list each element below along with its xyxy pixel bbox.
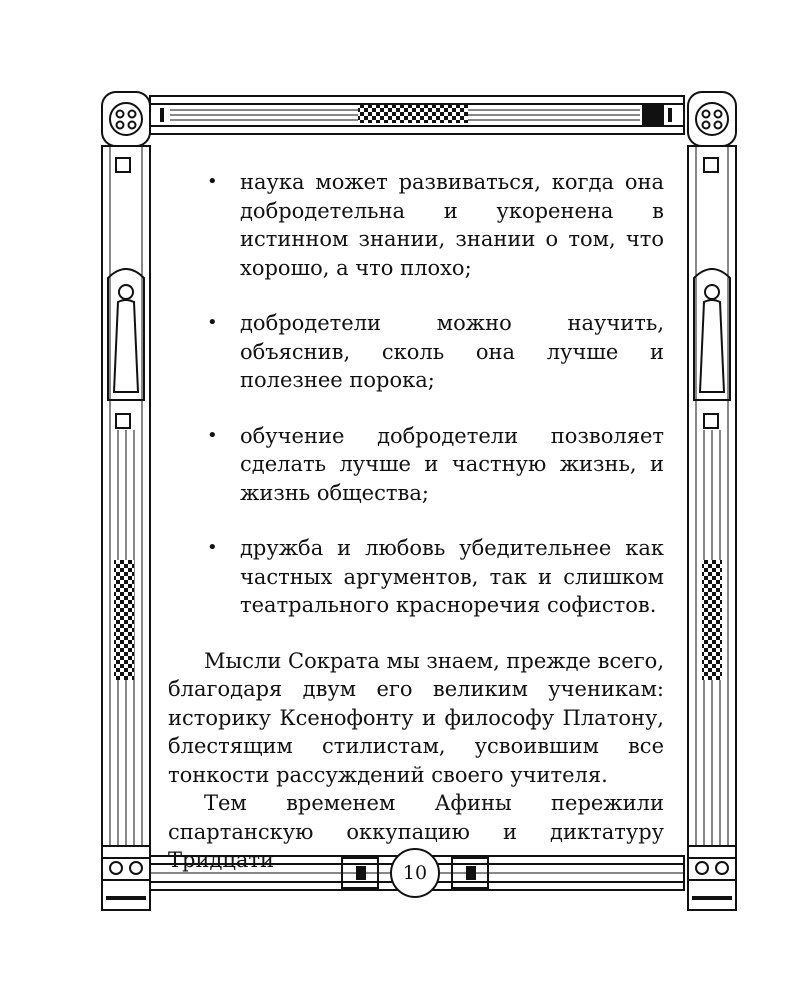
page-number: 10	[402, 862, 428, 884]
page-text	[168, 168, 664, 875]
body-paragraph: Тем временем Афины пережили спартанскую оккупацию и диктатуру Тридцати	[168, 791, 664, 872]
body-paragraph: Мысли Сократа мы знаем, прежде всего, благодаря двум его великим ученикам: историку Ксенофонту и философу Платону, блестящим стилистам, усвоившим все тонкости рассуждений своего учителя.	[168, 648, 664, 787]
list-item	[168, 309, 664, 395]
list-item	[168, 168, 664, 282]
bullet-icon: •	[207, 424, 218, 446]
bullet-icon: •	[207, 312, 218, 333]
bullet-text: добродетели можно научить, объяснив, сколь она лучше и полезнее порока;	[240, 311, 664, 392]
list-item	[168, 422, 664, 508]
bullet-text: обучение добродетели позволяет сделать лучше и частную жизнь, и жизнь общества;	[240, 423, 664, 505]
list-item	[168, 534, 664, 620]
bullet-text: дружба и любовь убедительнее как частных аргументов, так и слишком театрального красноречия софистов.	[240, 536, 664, 617]
bullet-text: наука может развиваться, когда она добродетельна и укоренена в истинном знании, знании о том, что хорошо, а что плохо;	[240, 170, 664, 280]
bullet-icon: •	[207, 537, 218, 558]
bullet-icon: •	[207, 171, 218, 192]
bullet-list	[168, 168, 664, 620]
